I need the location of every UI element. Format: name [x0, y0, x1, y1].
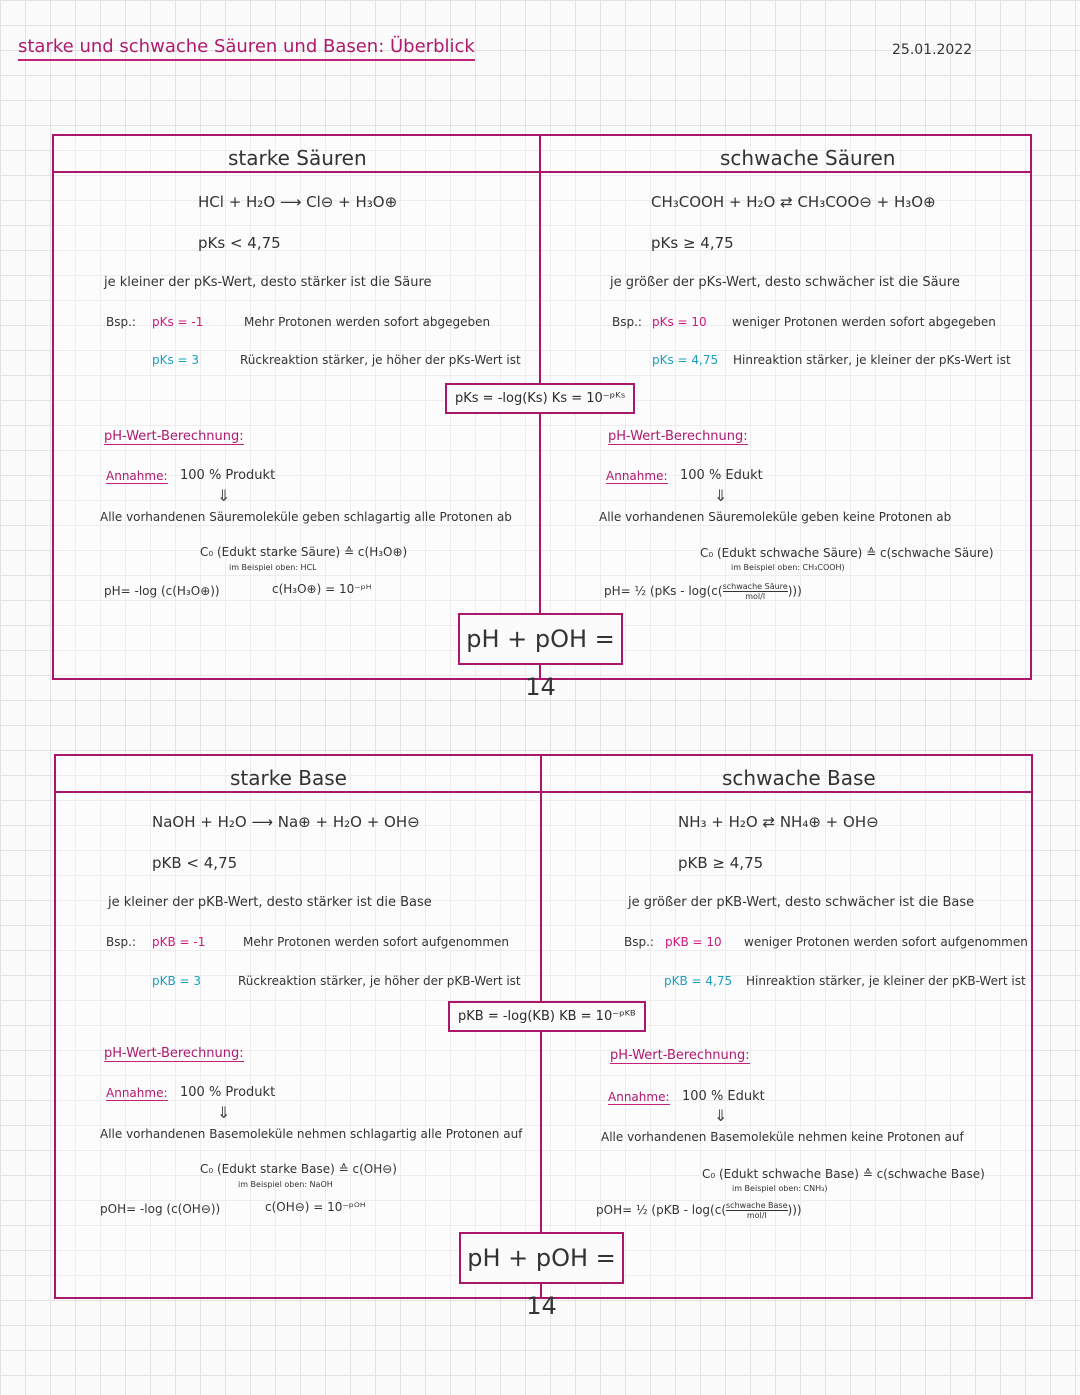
weak-base-example1-value: pKB = 10: [665, 935, 722, 949]
weak-base-example1-text: weniger Protonen werden sofort aufgenommen: [744, 935, 1028, 949]
acid-constant-formula-box: pKs = -log(Ks) Ks = 10⁻ᵖᴷˢ: [445, 383, 635, 414]
strong-base-pk: pKB < 4,75: [152, 854, 238, 872]
bases-header-divider: [54, 791, 1031, 793]
strong-base-statement: Alle vorhandenen Basemoleküle nehmen schlagartig alle Protonen auf: [100, 1127, 523, 1141]
strong-acid-statement: Alle vorhandenen Säuremoleküle geben schlagartig alle Protonen ab: [100, 510, 512, 524]
weak-acid-bsp-label: Bsp.:: [612, 315, 642, 329]
weak-acid-statement: Alle vorhandenen Säuremoleküle geben keine Protonen ab: [599, 510, 952, 524]
strong-base-example2-value: pKB = 3: [152, 974, 202, 988]
strong-acid-rule: je kleiner der pKs-Wert, desto stärker ist die Säure: [104, 275, 432, 290]
weak-acid-reaction: CH₃COOH + H₂O ⇄ CH₃COO⊖ + H₃O⊕: [651, 193, 936, 211]
weak-acid-example1-value: pKs = 10: [652, 315, 707, 329]
strong-acid-example2-value: pKs = 3: [152, 353, 200, 367]
weak-acid-calc-heading: pH-Wert-Berechnung:: [608, 429, 748, 444]
date: 25.01.2022: [892, 42, 973, 58]
fraction-numerator: schwache Säure: [722, 582, 788, 591]
base-ph-poh-box: pH + pOH = 14: [459, 1232, 624, 1284]
weak-acid-example2-text: Hinreaktion stärker, je kleiner der pKs-Wert ist: [733, 353, 1011, 367]
strong-base-example1-value: pKB = -1: [152, 935, 206, 949]
weak-base-example-note: im Beispiel oben: CNH₃): [732, 1184, 828, 1193]
weak-acid-formula-prefix: pH= ½ (pKs - log(c(: [604, 584, 723, 598]
weak-base-formula-suffix: ))): [787, 1203, 802, 1217]
weak-acid-example-note: im Beispiel oben: CH₃COOH): [731, 563, 845, 572]
weak-base-formula-prefix: pOH= ½ (pKB - log(c(: [596, 1203, 727, 1217]
strong-base-reaction: NaOH + H₂O ⟶ Na⊕ + H₂O + OH⊖: [152, 813, 420, 831]
weak-acid-example2-value: pKs = 4,75: [652, 353, 719, 367]
weak-base-statement: Alle vorhandenen Basemoleküle nehmen keine Protonen auf: [601, 1130, 964, 1144]
strong-acid-formula-concentration: c(H₃O⊕) = 10⁻ᵖᴴ: [272, 582, 372, 596]
weak-acid-pk: pKs ≥ 4,75: [651, 234, 734, 252]
strong-base-rule: je kleiner der pKB-Wert, desto stärker ist die Base: [108, 895, 432, 910]
weak-acid-formula-suffix: ))): [787, 584, 802, 598]
weak-base-calc-heading: pH-Wert-Berechnung:: [610, 1048, 750, 1063]
strong-base-formula-poh: pOH= -log (c(OH⊖)): [100, 1202, 221, 1216]
weak-base-example2-value: pKB = 4,75: [664, 974, 733, 988]
strong-acid-calc-heading: pH-Wert-Berechnung:: [104, 429, 244, 444]
strong-acid-annahme-label: Annahme:: [106, 469, 168, 483]
strong-acid-reaction: HCl + H₂O ⟶ Cl⊖ + H₃O⊕: [198, 193, 398, 211]
strong-base-calc-heading: pH-Wert-Berechnung:: [104, 1046, 244, 1061]
weak-base-pk: pKB ≥ 4,75: [678, 854, 764, 872]
weak-acid-equivalence: C₀ (Edukt schwache Säure) ≙ c(schwache Säure): [700, 546, 994, 560]
weak-base-reaction: NH₃ + H₂O ⇄ NH₄⊕ + OH⊖: [678, 813, 879, 831]
acid-ph-poh-box: pH + pOH = 14: [458, 613, 623, 665]
weak-base-formula-poh: [596, 1201, 802, 1220]
weak-base-bsp-label: Bsp.:: [624, 935, 654, 949]
weak-base-equivalence: C₀ (Edukt schwache Base) ≙ c(schwache Base): [702, 1167, 985, 1181]
strong-base-annahme-value: 100 % Produkt: [180, 1085, 276, 1100]
strong-acid-annahme-value: 100 % Produkt: [180, 468, 276, 483]
strong-acid-example-note: im Beispiel oben: HCL: [229, 563, 317, 572]
weak-base-heading: schwache Base: [722, 766, 876, 790]
weak-base-annahme-label: Annahme:: [608, 1090, 670, 1104]
weak-base-formula-fraction: [726, 1201, 788, 1220]
strong-base-example1-text: Mehr Protonen werden sofort aufgenommen: [243, 935, 510, 949]
weak-acid-example1-text: weniger Protonen werden sofort abgegeben: [732, 315, 996, 329]
strong-acid-formula-ph: pH= -log (c(H₃O⊕)): [104, 584, 220, 598]
strong-base-annahme-label: Annahme:: [106, 1086, 168, 1100]
strong-base-example2-text: Rückreaktion stärker, je höher der pKB-Wert ist: [238, 974, 521, 988]
strong-acid-example1-text: Mehr Protonen werden sofort abgegeben: [244, 315, 491, 329]
weak-base-example2-text: Hinreaktion stärker, je kleiner der pKB-Wert ist: [746, 974, 1026, 988]
acids-header-divider: [52, 171, 1030, 173]
weak-acid-annahme-value: 100 % Edukt: [680, 468, 763, 483]
strong-base-example-note: im Beispiel oben: NaOH: [238, 1180, 333, 1189]
strong-acid-pk: pKs < 4,75: [198, 234, 281, 252]
weak-acids-heading: schwache Säuren: [720, 146, 896, 170]
weak-acid-annahme-label: Annahme:: [606, 469, 668, 483]
strong-base-heading: starke Base: [230, 766, 347, 790]
strong-base-bsp-label: Bsp.:: [106, 935, 136, 949]
fraction-numerator: schwache Base: [726, 1201, 788, 1210]
strong-acid-equivalence: C₀ (Edukt starke Säure) ≙ c(H₃O⊕): [200, 545, 408, 559]
base-constant-formula-box: pKB = -log(KB) KB = 10⁻ᵖᴷᴮ: [448, 1001, 646, 1032]
fraction-denominator: mol/l: [745, 592, 766, 601]
strong-acids-heading: starke Säuren: [228, 146, 367, 170]
implies-arrow-icon: ⇓: [714, 1106, 728, 1125]
weak-acid-formula-ph: [604, 582, 802, 601]
strong-acid-bsp-label: Bsp.:: [106, 315, 136, 329]
implies-arrow-icon: ⇓: [217, 1103, 231, 1122]
weak-acid-formula-fraction: [723, 582, 788, 601]
implies-arrow-icon: ⇓: [217, 486, 231, 505]
weak-base-rule: je größer der pKB-Wert, desto schwächer ist die Base: [628, 895, 975, 910]
strong-base-equivalence: C₀ (Edukt starke Base) ≙ c(OH⊖): [200, 1162, 397, 1176]
page-title: starke und schwache Säuren und Basen: Überblick: [18, 36, 475, 61]
weak-base-annahme-value: 100 % Edukt: [682, 1089, 765, 1104]
strong-acid-example2-text: Rückreaktion stärker, je höher der pKs-Wert ist: [240, 353, 521, 367]
strong-acid-example1-value: pKs = -1: [152, 315, 204, 329]
fraction-denominator: mol/l: [746, 1211, 767, 1220]
implies-arrow-icon: ⇓: [714, 486, 728, 505]
weak-acid-rule: je größer der pKs-Wert, desto schwächer ist die Säure: [610, 275, 960, 290]
strong-base-formula-concentration: c(OH⊖) = 10⁻ᵖᴼᴴ: [265, 1200, 366, 1214]
